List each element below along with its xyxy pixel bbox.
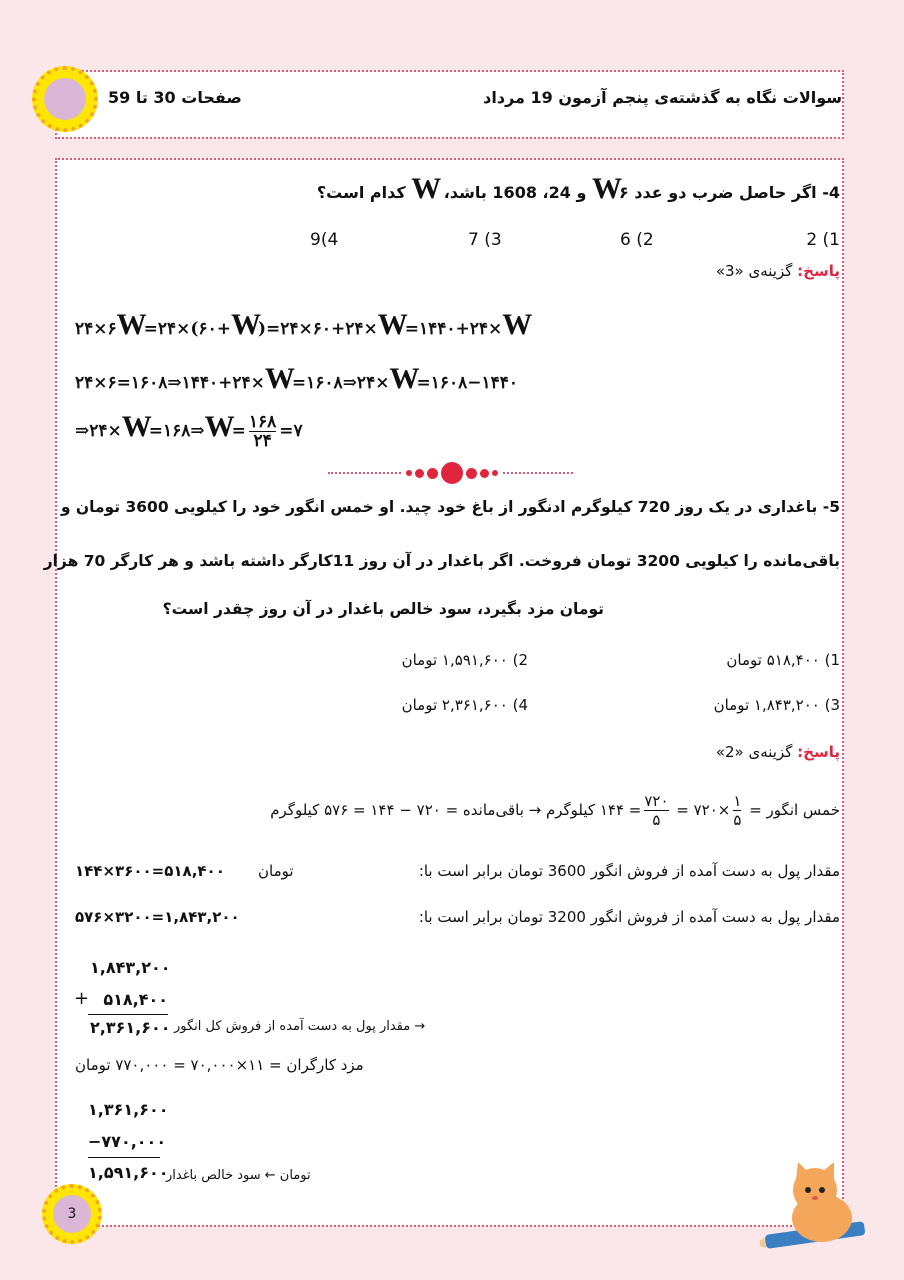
q5-answer: پاسخ: گزینه‌ی «2» [715,743,840,761]
q4-option-4[interactable]: 9(4 [310,230,339,250]
q5-line-3: تومان مزد بگیرد، سود خالص باغدار در آن روز چقدر است؟ [162,600,604,618]
q5-wage: مزد کارگران = ۱۱×۷۰,۰۰۰ = ۷۷۰,۰۰۰ تومان [75,1056,364,1074]
q4-answer: پاسخ: گزینه‌ی «3» [715,262,840,280]
header-pages: صفحات 30 تا 59 [108,88,242,107]
header-badge [32,66,98,132]
q5-step-3-label: مقدار پول به دست آمده از فروش انگور 3200 تومان برابر است با: [418,908,840,926]
q5-step-3-calc: ۵۷۶×۳۲۰۰=۱,۸۴۳,۲۰۰ [75,908,240,926]
q4-equation-3: ⇒۲۴×W=۱۶۸⇒W= $\frac{۱۶۸}{۲۴}$ =۷ [75,410,303,451]
sum-plus-sign: + [74,988,90,1009]
q4-option-2[interactable]: 6 (2 [620,230,654,250]
diff-minuend: ۱,۳۶۱,۶۰۰ [88,1100,169,1119]
diff-subtrahend: −۷۷۰,۰۰۰ [88,1132,167,1151]
q5-step-1: خمس انگور = $\frac{۱}{۵}$ ×۷۲۰ = $\frac{۷۲۰}{۵}$ = ۱۴۴ کیلوگرم → باقی‌مانده = ۷۲۰ − ۱۴۴ = ۵۷۶ کیلوگرم [270,792,840,829]
sum-addend-1: ۱,۸۴۳,۲۰۰ [90,958,171,977]
q4-title: 4- اگر حاصل ضرب دو عدد W۶ و 24، 1608 باشد، W کدام است؟ [316,172,840,205]
header-title: سوالات نگاه به گذشته‌ی پنجم آزمون 19 مرداد [483,88,842,107]
cat-pencil-illustration-icon [760,1160,880,1260]
q5-line-1: 5- باغداری در یک روز 720 کیلوگرم ادنگور از باغ خود چید. او خمس انگور خود را کیلویی 3600 تومان و [60,498,840,516]
q5-option-4[interactable]: 4) ۲,۳۶۱,۶۰۰ تومان [401,696,528,714]
sum-total: ۲,۳۶۱,۶۰۰ [90,1018,171,1037]
diff-note: تومان ← سود خالص باغدار [166,1168,311,1183]
q5-option-3[interactable]: 3) ۱,۸۴۳,۲۰۰ تومان [713,696,840,714]
q4-option-1[interactable]: 2 (1 [806,230,840,250]
page-number-badge [42,1184,102,1244]
q4-equation-2: ۲۴×۶=۱۶۰۸⇒۱۴۴۰+۲۴×W=۱۶۰۸⇒۲۴×W=۱۶۰۸−۱۴۴۰ [75,362,518,395]
q5-step-2-calc: ۱۴۴×۳۶۰۰=۵۱۸,۴۰۰ [75,862,225,880]
page-number: 3 [67,1206,77,1222]
diff-line [88,1157,160,1158]
divider-ornament [402,462,502,484]
q5-step-2-unit: تومان [258,862,294,880]
q4-equation-1: ۲۴×۶W=۲۴×(۶۰+W‎)=۲۴×۶۰+۲۴×W=۱۴۴۰+۲۴×W [75,308,530,341]
q5-line-2: باقی‌مانده را کیلویی 3200 تومان فروخت. اگر باغدار در آن روز 11کارگر داشته باشد و هر کارگر 70 هزار [43,552,840,570]
sum-note: → مقدار پول به دست آمده از فروش کل انگور [174,1019,426,1034]
sum-line [88,1014,168,1015]
q5-step-2-label: مقدار پول به دست آمده از فروش انگور 3600 تومان برابر است با: [418,862,840,880]
diff-total: ۱,۵۹۱,۶۰۰ [88,1163,169,1182]
q4-option-3[interactable]: 7 (3 [468,230,502,250]
q5-option-2[interactable]: 2) ۱,۵۹۱,۶۰۰ تومان [401,651,528,669]
sum-addend-2: ۵۱۸,۴۰۰ [103,990,168,1009]
q5-option-1[interactable]: 1) ۵۱۸,۴۰۰ تومان [726,651,840,669]
